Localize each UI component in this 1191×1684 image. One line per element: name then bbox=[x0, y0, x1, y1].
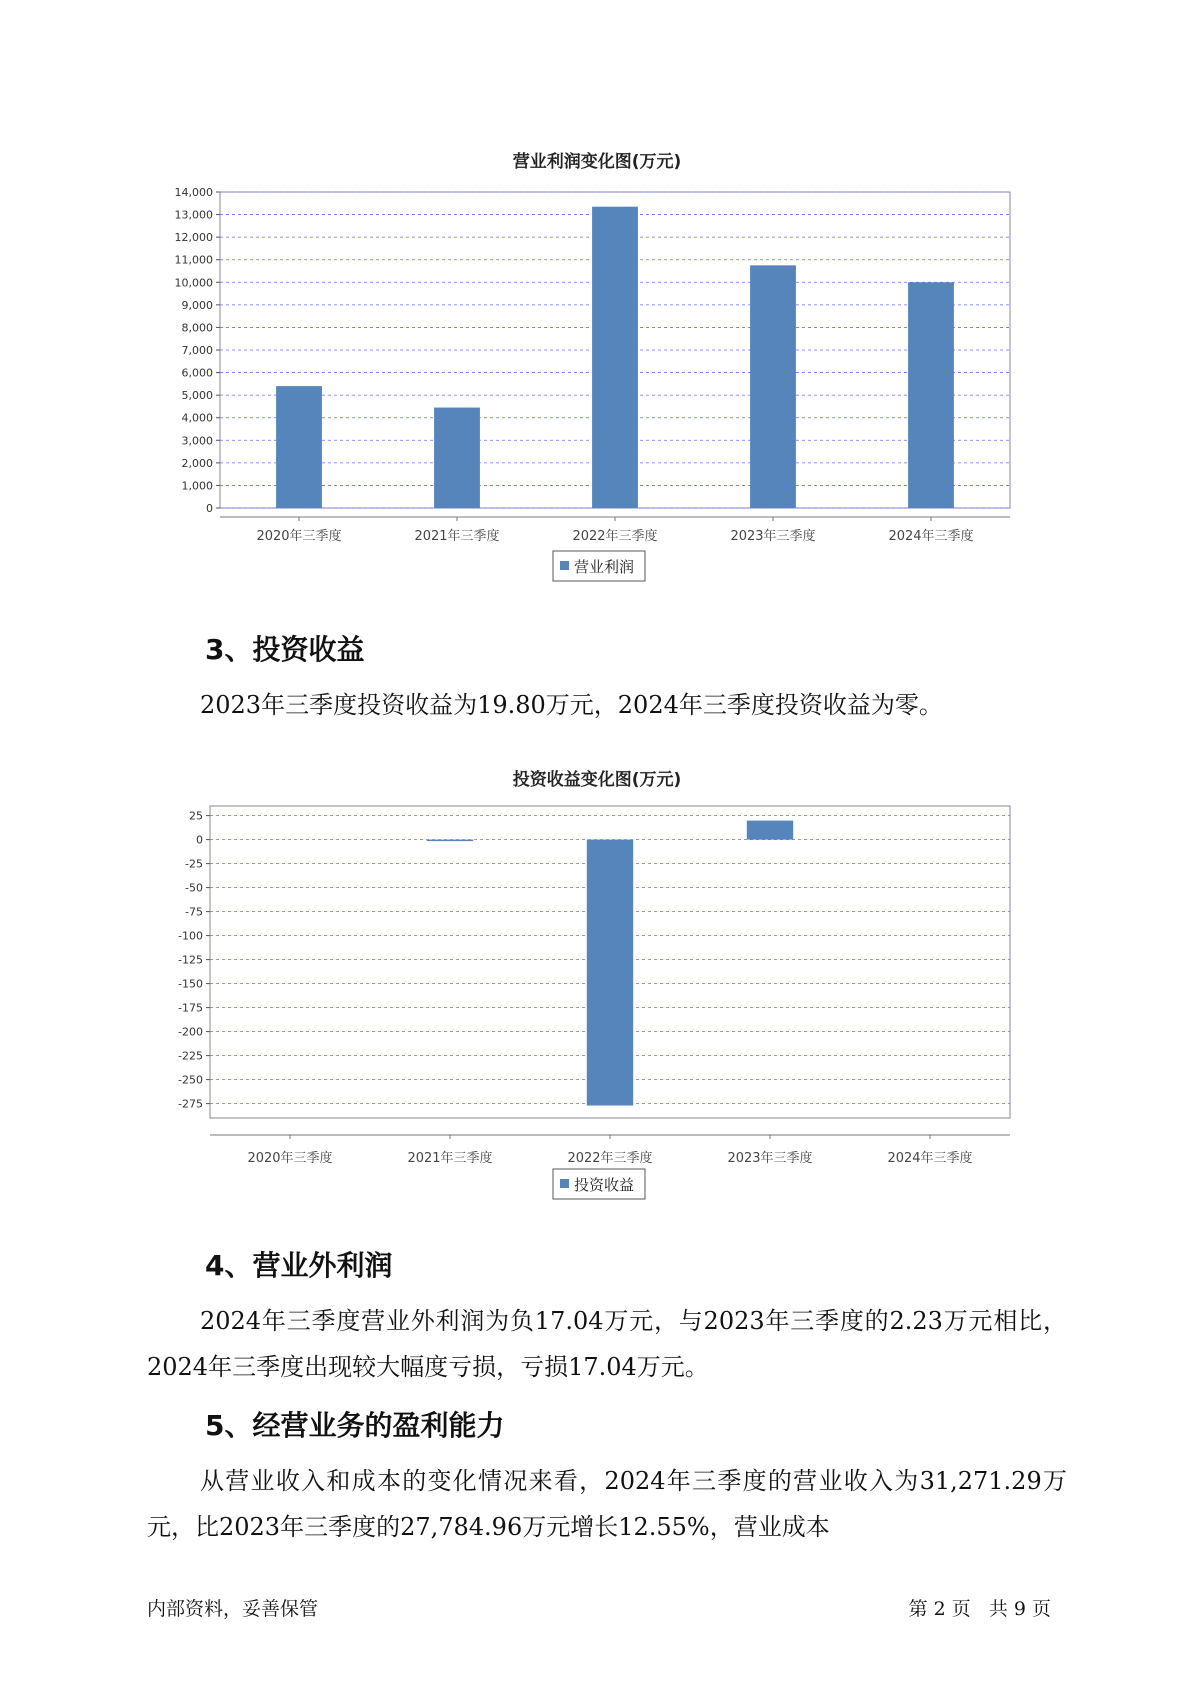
y-tick-label: 14,000 bbox=[174, 186, 213, 199]
y-tick-label: -75 bbox=[185, 905, 203, 919]
y-tick-label: 0 bbox=[206, 502, 213, 515]
bar bbox=[592, 207, 638, 508]
y-tick-label: 13,000 bbox=[174, 208, 213, 222]
y-tick-label: -25 bbox=[185, 857, 203, 871]
y-tick-label: -225 bbox=[178, 1049, 203, 1063]
x-tick-label: 2020年三季度 bbox=[256, 529, 342, 544]
section-heading-investment-income: 3、投资收益 bbox=[205, 633, 365, 666]
legend-swatch bbox=[560, 561, 569, 570]
y-tick-label: 9,000 bbox=[181, 298, 213, 312]
y-tick-label: -200 bbox=[178, 1025, 203, 1039]
y-tick-label: 7,000 bbox=[181, 344, 213, 357]
profitability-paragraph: 从营业收入和成本的变化情况来看，2024年三季度的营业收入为31,271.29万元，比2023年三季度的27,784.96万元增长12.55%，营业成本 bbox=[147, 1467, 1067, 1541]
bar bbox=[276, 386, 322, 508]
bar bbox=[908, 282, 954, 508]
y-tick-label: -50 bbox=[185, 881, 203, 895]
footer-page-number: 第 2 页 共 9 页 bbox=[908, 1598, 1051, 1620]
x-tick-label: 2022年三季度 bbox=[572, 529, 658, 544]
non-operating-profit-paragraph: 2024年三季度营业外利润为负17.04万元，与2023年三季度的2.23万元相比，2024年三季度出现较大幅度亏损，亏损17.04万元。 bbox=[147, 1307, 1067, 1381]
x-tick-label: 2023年三季度 bbox=[727, 1151, 813, 1166]
x-tick-label: 2020年三季度 bbox=[247, 1151, 333, 1166]
operating-profit-chart-svg bbox=[0, 140, 1191, 600]
y-tick-label: 1,000 bbox=[181, 479, 213, 493]
y-tick-label: -100 bbox=[178, 929, 203, 943]
y-tick-label: -125 bbox=[178, 953, 203, 967]
y-tick-label: -250 bbox=[178, 1073, 203, 1087]
legend-label: 营业利润 bbox=[574, 558, 635, 576]
x-tick-label: 2023年三季度 bbox=[730, 529, 816, 544]
y-tick-label: 12,000 bbox=[174, 231, 213, 245]
legend-swatch bbox=[560, 1179, 569, 1188]
y-tick-label: -275 bbox=[178, 1097, 203, 1111]
bar bbox=[434, 408, 480, 508]
x-tick-label: 2021年三季度 bbox=[407, 1151, 493, 1166]
y-tick-label: 8,000 bbox=[181, 321, 213, 335]
chart-legend bbox=[553, 1169, 645, 1199]
y-tick-label: 10,000 bbox=[174, 276, 213, 290]
y-tick-label: 25 bbox=[189, 809, 203, 823]
y-tick-label: 0 bbox=[196, 833, 203, 847]
chart-title: 营业利润变化图(万元) bbox=[512, 152, 682, 172]
x-tick-label: 2024年三季度 bbox=[887, 1151, 973, 1166]
x-tick-label: 2021年三季度 bbox=[414, 529, 500, 544]
chart-title: 投资收益变化图(万元) bbox=[512, 770, 682, 790]
bar bbox=[747, 821, 793, 840]
plot-area bbox=[178, 806, 1010, 1166]
y-tick-label: 4,000 bbox=[181, 411, 213, 425]
bar bbox=[427, 840, 473, 842]
x-tick-label: 2024年三季度 bbox=[888, 529, 974, 544]
y-tick-label: 2,000 bbox=[181, 456, 213, 470]
legend-label: 投资收益 bbox=[574, 1176, 635, 1194]
operating-profit-chart bbox=[0, 140, 1191, 600]
y-tick-label: 3,000 bbox=[181, 434, 213, 448]
chart-legend bbox=[553, 551, 645, 581]
bar bbox=[587, 840, 633, 1106]
section-heading-profitability: 5、经营业务的盈利能力 bbox=[205, 1409, 505, 1442]
bar bbox=[750, 265, 796, 508]
y-tick-label: -175 bbox=[178, 1001, 203, 1015]
x-tick-label: 2022年三季度 bbox=[567, 1151, 653, 1166]
y-tick-label: 11,000 bbox=[174, 253, 213, 267]
investment-income-paragraph: 2023年三季度投资收益为19.80万元，2024年三季度投资收益为零。 bbox=[200, 691, 943, 719]
y-tick-label: 6,000 bbox=[181, 366, 213, 380]
y-tick-label: -150 bbox=[178, 977, 203, 991]
section-heading-non-operating-profit: 4、营业外利润 bbox=[205, 1249, 393, 1282]
y-tick-label: 5,000 bbox=[181, 389, 213, 403]
investment-income-chart bbox=[0, 758, 1191, 1218]
plot-area bbox=[175, 186, 1011, 544]
footer-confidential-note: 内部资料，妥善保管 bbox=[147, 1598, 319, 1620]
investment-income-chart-svg bbox=[0, 758, 1191, 1218]
